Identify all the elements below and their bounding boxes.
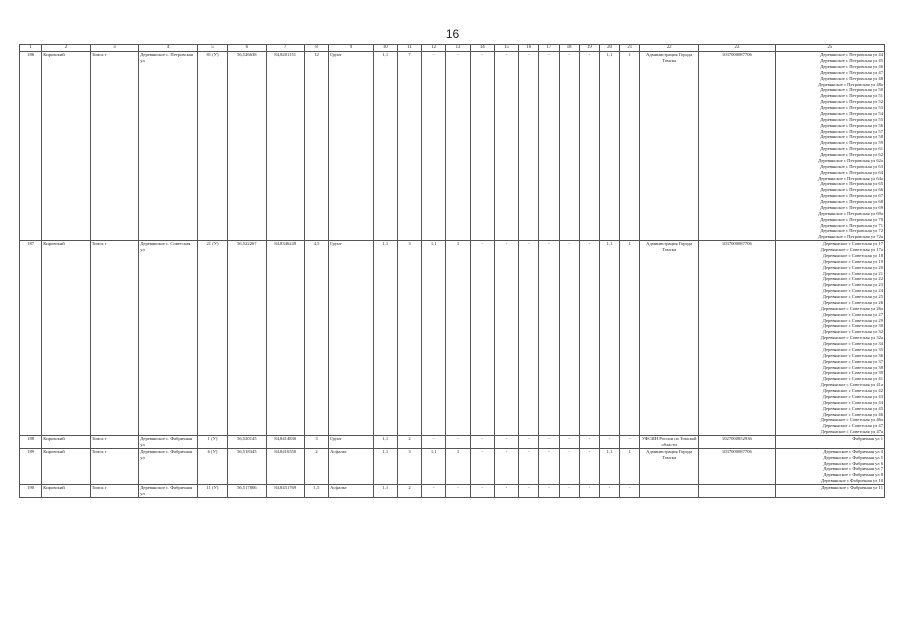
- cell-c12: -: [422, 52, 446, 241]
- header-cell: 12: [422, 45, 446, 52]
- cell-c1: 187: [20, 241, 42, 436]
- address-line: Деревянское с Советская ул 29: [822, 317, 883, 323]
- cell-c13: -: [446, 436, 470, 449]
- address-line: Деревянское с Советская ул 36: [822, 352, 883, 358]
- cell-c6: 56,520145: [228, 436, 266, 449]
- cell-c10: 1,1: [373, 436, 397, 449]
- cell-c17: -: [539, 241, 559, 436]
- address-line: Деревянское с Петровская ул 51: [820, 93, 883, 99]
- cell-c16: -: [519, 485, 539, 498]
- address-line: Деревянское с Петровская ул 64а: [818, 175, 883, 181]
- cell-c14: -: [470, 52, 494, 241]
- cell-c14: -: [470, 448, 494, 484]
- cell-c6: 56,518345: [228, 448, 266, 484]
- cell-c2: Кировский: [42, 448, 91, 484]
- cell-c15: -: [494, 241, 518, 436]
- cell-c21: 1: [620, 52, 640, 241]
- cell-c13: -: [446, 485, 470, 498]
- page-number: 16: [445, 27, 460, 41]
- address-line: Деревянское с Советская ул 22: [822, 276, 883, 282]
- address-line: Деревянское с Петровская ул 68: [820, 199, 883, 204]
- address-line: Деревянское с Фабричная ул 10: [821, 478, 883, 484]
- address-line: Деревянское с Советская ул 17: [822, 241, 883, 247]
- header-cell: 20: [599, 45, 619, 52]
- cell-c5: 21 (У): [197, 241, 227, 436]
- address-line: Деревянское с Советская ул 32а: [820, 335, 883, 341]
- cell-c19: -: [579, 52, 599, 241]
- address-line: Деревянское с Советская ул 45: [822, 405, 883, 411]
- cell-c16: -: [519, 241, 539, 436]
- address-line: Деревянское с Петровская ул 56: [820, 122, 883, 128]
- cell-c22: УФСИН России по Томской области: [641, 436, 697, 447]
- address-line: Деревянское с Петровская ул 52: [820, 99, 883, 105]
- address-line: Деревянское с Советская ул 21: [822, 270, 883, 276]
- cell-c11: 7: [397, 52, 421, 241]
- address-line: Деревянское с Петровская ул 50: [820, 87, 883, 93]
- address-line: Деревянское с Советская ул 18: [822, 252, 883, 258]
- address-line: Деревянское с Советская ул 25: [822, 294, 883, 299]
- header-cell: 7: [266, 45, 304, 52]
- cell-c4: Деревянское с. Фабричная ул: [139, 485, 198, 498]
- header-cell: 6: [228, 45, 266, 52]
- header-cell: 17: [539, 45, 559, 52]
- cell-c9: Грунт: [329, 52, 373, 241]
- cell-c6: 56,517806: [228, 485, 266, 498]
- address-line: Деревянское с Советская ул 24: [822, 288, 883, 294]
- address-line: Деревянское с Петровская ул 70: [820, 216, 883, 222]
- cell-c22: Администрация Города Томска: [640, 241, 699, 436]
- header-cell: 22: [640, 45, 699, 52]
- cell-c8: 12: [304, 52, 328, 241]
- address-line: Деревянское с Петровская ул 69а: [818, 210, 883, 216]
- cell-c20: 1,1: [599, 241, 619, 436]
- address-line: Деревянское с Советская ул 38: [822, 364, 883, 370]
- cell-c23: 1037000087706: [698, 241, 775, 436]
- cell-c2: Кировский: [42, 485, 91, 498]
- cell-c20: -: [599, 485, 619, 498]
- address-line: Деревянское с Петровская ул 47: [820, 69, 883, 75]
- cell-c17: -: [539, 448, 559, 484]
- cell-c16: -: [519, 52, 539, 241]
- addresses-cell: [775, 436, 884, 449]
- address-line: Деревянское с Петровская ул 44: [820, 52, 883, 58]
- address-line: Деревянское с Советская ул 27: [822, 311, 883, 317]
- address-line: Деревянское с Петровская ул 67: [820, 193, 883, 199]
- cell-c14: -: [470, 241, 494, 436]
- header-row: [20, 45, 885, 52]
- cell-c12: 1,1: [422, 241, 446, 436]
- address-line: Фабричная ул 1: [852, 436, 883, 441]
- cell-c4: Деревянское с. Петровская ул: [139, 52, 198, 241]
- address-line: Деревянское с Фабричная ул 4: [823, 448, 883, 454]
- cell-c22: Администрация Города Томска: [640, 52, 699, 241]
- header-cell: 18: [559, 45, 579, 52]
- address-line: Деревянское с Советская ул 26: [822, 299, 883, 305]
- cell-c13: -: [446, 52, 470, 241]
- cell-c15: -: [494, 485, 518, 498]
- cell-c14: -: [470, 485, 494, 498]
- cell-c2: Кировский: [42, 52, 91, 241]
- cell-c23: 1037000087706: [698, 52, 775, 241]
- addresses-cell: [775, 52, 884, 241]
- cell-c12: -: [422, 485, 446, 498]
- addresses-cell: [775, 448, 884, 484]
- cell-c21: 1: [620, 241, 640, 436]
- address-line: Деревянское с Советская ул 23: [822, 282, 883, 288]
- address-line: Деревянское с Советская ул 30: [822, 323, 883, 329]
- table-row: [20, 485, 885, 498]
- cell-c3: Томск г: [90, 436, 139, 449]
- address-line: Деревянское с Советская ул 47: [822, 423, 883, 429]
- cell-c5: 1 (У): [197, 436, 227, 449]
- address-line: Деревянское с Петровская ул 63: [820, 163, 883, 169]
- cell-c10: 1,1: [373, 241, 397, 436]
- cell-c19: -: [579, 485, 599, 498]
- table-row: [20, 241, 885, 436]
- address-line: Деревянское с Фабричная ул 8: [823, 472, 883, 478]
- address-line: Деревянское с Советская ул 39: [822, 370, 883, 376]
- cell-c7: 84,8431769: [266, 485, 304, 498]
- address-line: Деревянское с Петровская ул 61: [820, 146, 883, 152]
- address-line: Деревянское с Петровская ул 57: [820, 128, 883, 134]
- cell-c8: 2: [304, 448, 328, 484]
- cell-c7: 84,8201151: [266, 52, 304, 241]
- address-line: Деревянское с Петровская ул 59: [820, 140, 883, 146]
- addresses-cell: [775, 241, 884, 436]
- cell-c14: -: [470, 436, 494, 449]
- cell-c10: 1,1: [373, 52, 397, 241]
- cell-c3: Томск г: [90, 448, 139, 484]
- cell-c17: -: [539, 485, 559, 498]
- address-line: Деревянское с Советская ул 17а: [820, 247, 883, 252]
- address-line: Деревянское с Фабричная ул 6: [823, 460, 883, 466]
- cell-c15: -: [494, 448, 518, 484]
- address-line: Деревянское с Советская ул 34: [822, 341, 883, 346]
- address-line: Деревянское с Петровская ул 69: [820, 204, 883, 210]
- address-line: Деревянское с Петровская ул 48а: [818, 81, 883, 87]
- cell-c10: 1,1: [373, 448, 397, 484]
- address-line: Деревянское с Петровская ул 48: [820, 75, 883, 81]
- registry-table: [19, 44, 885, 498]
- cell-c3: Томск г: [90, 52, 139, 241]
- address-line: Деревянское с Советская ул 41: [822, 376, 883, 382]
- address-line: Деревянское с Петровская ул 72: [820, 228, 883, 234]
- cell-c22: Администрация Города Томска: [640, 448, 699, 484]
- cell-c10: 1,1: [373, 485, 397, 498]
- cell-c3: Томск г: [90, 241, 139, 436]
- cell-c13: 1: [446, 241, 470, 436]
- address-line: Деревянское с Петровская ул 45: [820, 58, 883, 63]
- cell-c19: -: [579, 241, 599, 436]
- cell-c6: 56,526638: [228, 52, 266, 241]
- address-line: Деревянское с Советская ул 47а: [820, 429, 883, 435]
- address-line: Деревянское с Советская ул 46а: [820, 417, 883, 423]
- address-line: Деревянское с Петровская ул 66: [820, 187, 883, 193]
- cell-c5: 6 (У): [197, 448, 227, 484]
- cell-c16: -: [519, 436, 539, 449]
- header-cell: 19: [579, 45, 599, 52]
- cell-c9: Асфальт: [329, 448, 373, 484]
- cell-c9: Асфальт: [329, 485, 373, 498]
- cell-c7: 84,8416550: [266, 448, 304, 484]
- address-line: Деревянское с Советская ул 20: [822, 264, 883, 270]
- cell-c18: -: [559, 436, 579, 449]
- address-line: Деревянское с Петровская ул 64: [820, 169, 883, 175]
- cell-c11: 2: [397, 436, 421, 449]
- table-row: [20, 436, 885, 449]
- cell-c7: 84,8414830: [266, 436, 304, 449]
- cell-c20: 1,1: [599, 448, 619, 484]
- cell-c3: Томск г: [90, 485, 139, 498]
- cell-c1: 186: [20, 52, 42, 241]
- address-line: Деревянское с Советская ул 26а: [820, 305, 883, 311]
- cell-c23: 1037000087706: [698, 448, 775, 484]
- cell-c11: 3: [397, 448, 421, 484]
- address-line: Деревянское с Советская ул 41а: [820, 382, 883, 388]
- address-line: Деревянское с Советская ул 32: [822, 329, 883, 335]
- cell-c1: 190: [20, 485, 42, 498]
- cell-c12: -: [422, 436, 446, 449]
- cell-c2: Кировский: [42, 436, 91, 449]
- cell-c22: [640, 485, 699, 498]
- address-line: Деревянское с Петровская ул 53: [820, 105, 883, 110]
- header-cell: 4: [139, 45, 198, 52]
- cell-c17: -: [539, 52, 559, 241]
- cell-c19: -: [579, 436, 599, 449]
- header-cell: 15: [494, 45, 518, 52]
- cell-c11: 3: [397, 241, 421, 436]
- cell-c8: 3: [304, 436, 328, 449]
- address-line: Деревянское с Петровская ул 58: [820, 134, 883, 140]
- address-line: Деревянское с Петровская ул 62а: [818, 157, 883, 163]
- address-line: Деревянское с Фабричная ул 11: [821, 485, 883, 490]
- cell-c18: -: [559, 448, 579, 484]
- cell-c5: 11 (У): [197, 485, 227, 498]
- address-line: Деревянское с Фабричная ул 5: [823, 454, 883, 460]
- cell-c5: 81 (У): [197, 52, 227, 241]
- address-line: Деревянское с Советская ул 46: [822, 411, 883, 417]
- cell-c4: Деревянское с. Фабричная ул: [139, 448, 198, 484]
- address-line: Деревянское с Фабричная ул 7: [823, 466, 883, 472]
- cell-c4: Деревянское с. Фабричная ул: [139, 436, 198, 449]
- address-line: Деревянское с Советская ул 42: [822, 388, 883, 393]
- header-cell: 1: [20, 45, 42, 52]
- cell-c12: 1,1: [422, 448, 446, 484]
- header-cell: 10: [373, 45, 397, 52]
- cell-c7: 84,8346249: [266, 241, 304, 436]
- header-cell: 11: [397, 45, 421, 52]
- cell-c16: -: [519, 448, 539, 484]
- cell-c21: -: [620, 485, 640, 498]
- cell-c9: Грунт: [329, 241, 373, 436]
- header-cell: 13: [446, 45, 470, 52]
- cell-c6: 56,522267: [228, 241, 266, 436]
- cell-c13: 1: [446, 448, 470, 484]
- cell-c8: 4,5: [304, 241, 328, 436]
- cell-c21: -: [620, 436, 640, 449]
- header-cell: 25: [775, 45, 884, 52]
- cell-c2: Кировский: [42, 241, 91, 436]
- header-cell: 14: [470, 45, 494, 52]
- cell-c23: [698, 485, 775, 498]
- address-line: Деревянское с Советская ул 19: [822, 258, 883, 264]
- cell-c1: 189: [20, 448, 42, 484]
- address-line: Деревянское с Советская ул 44: [822, 399, 883, 405]
- cell-c4: Деревянское с. Советская ул: [139, 241, 198, 436]
- cell-c20: 1,1: [599, 52, 619, 241]
- header-cell: 5: [197, 45, 227, 52]
- address-line: Деревянское с Советская ул 35: [822, 346, 883, 352]
- cell-c11: 2: [397, 485, 421, 498]
- cell-c8: 1,5: [304, 485, 328, 498]
- addresses-cell: [775, 485, 884, 498]
- cell-c21: 1: [620, 448, 640, 484]
- address-line: Деревянское с Петровская ул 71: [820, 222, 883, 228]
- address-line: Деревянское с Советская ул 37: [822, 358, 883, 364]
- cell-c18: -: [559, 52, 579, 241]
- cell-c15: -: [494, 52, 518, 241]
- cell-c19: -: [579, 448, 599, 484]
- table-row: [20, 448, 885, 484]
- header-cell: 3: [90, 45, 139, 52]
- table-row: [20, 52, 885, 241]
- cell-c9: Грунт: [329, 436, 373, 449]
- header-cell: 9: [329, 45, 373, 52]
- address-line: Деревянское с Петровская ул 65: [820, 181, 883, 187]
- cell-c17: -: [539, 436, 559, 449]
- header-cell: 16: [519, 45, 539, 52]
- address-line: Деревянское с Петровская ул 72а: [818, 234, 883, 240]
- cell-c1: 188: [20, 436, 42, 449]
- header-cell: 23: [698, 45, 775, 52]
- cell-c20: -: [599, 436, 619, 449]
- cell-c23: 1027000852936: [698, 436, 775, 449]
- address-line: Деревянское с Петровская ул 55: [820, 116, 883, 122]
- cell-c18: -: [559, 485, 579, 498]
- address-line: Деревянское с Петровская ул 62: [820, 152, 883, 157]
- cell-c15: -: [494, 436, 518, 449]
- cell-c18: -: [559, 241, 579, 436]
- header-cell: 2: [42, 45, 91, 52]
- address-line: Деревянское с Советская ул 43: [822, 393, 883, 399]
- header-cell: 21: [620, 45, 640, 52]
- address-line: Деревянское с Петровская ул 46: [820, 63, 883, 69]
- address-line: Деревянское с Петровская ул 54: [820, 110, 883, 116]
- header-cell: 8: [304, 45, 328, 52]
